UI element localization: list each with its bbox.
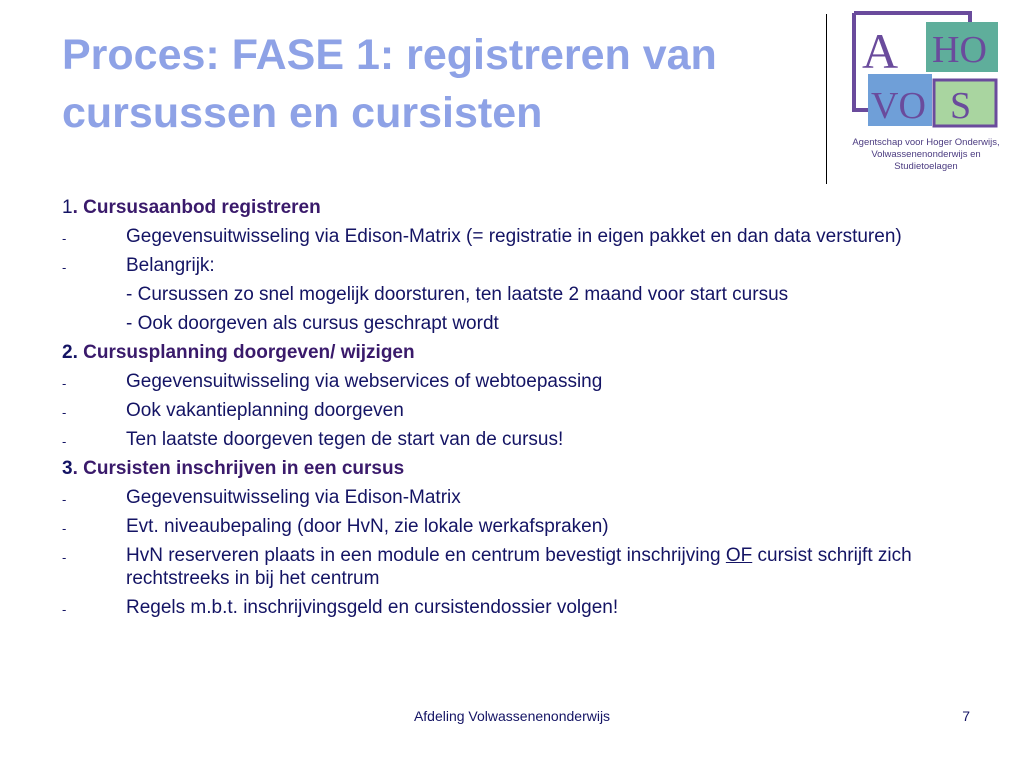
list-item [62, 486, 942, 509]
dash-bullet: - [62, 434, 67, 449]
list-item [62, 225, 942, 248]
logo-letter-a: A [862, 23, 899, 79]
list-item [62, 428, 942, 451]
sub-item: - Ook doorgeven als cursus geschrapt wordt [126, 313, 499, 334]
dash-bullet: - [62, 602, 67, 617]
list-item [62, 254, 942, 277]
page-number: 7 [962, 708, 970, 724]
section-title: . Cursusaanbod registreren [72, 197, 321, 218]
dash-bullet: - [62, 231, 67, 246]
list-item-text: Evt. niveaubepaling (door HvN, zie lokale werkafspraken) [126, 516, 609, 537]
section-title: Cursusplanning doorgeven/ wijzigen [77, 342, 415, 363]
header-divider [826, 14, 827, 184]
list-item-text: Gegevensuitwisseling via Edison-Matrix (= registratie in eigen pakket en dan data versturen) [126, 226, 902, 247]
list-item-text-after: cursist schrijft zich rechtstreeks in bij het centrum [126, 545, 912, 589]
list-item-text: Belangrijk: [126, 255, 215, 276]
sub-item: - Cursussen zo snel mogelijk doorsturen, ten laatste 2 maand voor start cursus [126, 284, 789, 305]
section-heading-3 [62, 457, 942, 480]
list-item [62, 596, 942, 619]
section-number: 2. [62, 342, 78, 363]
section-number: 3 [62, 458, 73, 479]
list-item-text: Regels m.b.t. inschrijvingsgeld en cursistendossier volgen! [126, 597, 619, 618]
list-item [62, 544, 942, 590]
dash-bullet: - [62, 521, 67, 536]
section-title: . Cursisten inschrijven in een cursus [72, 458, 405, 479]
logo-graphic [846, 10, 1006, 135]
list-item [62, 399, 942, 422]
list-item-text: Gegevensuitwisseling via webservices of webtoepassing [126, 371, 603, 392]
section-number: 1 [62, 197, 73, 218]
logo-letter-ho: HO [932, 29, 987, 71]
section-heading-1 [62, 196, 942, 219]
dash-bullet: - [62, 260, 67, 275]
dash-bullet: - [62, 405, 67, 420]
list-item [62, 515, 942, 538]
dash-bullet: - [62, 492, 67, 507]
slide-title: Proces: FASE 1: registreren van cursussen en cursisten [62, 31, 717, 137]
ahovos-logo [846, 10, 1006, 170]
section-heading-2 [62, 341, 942, 364]
dash-bullet: - [62, 550, 67, 565]
logo-letter-vo: VO [871, 85, 926, 127]
underlined-of: OF [725, 545, 753, 566]
footer-text: Afdeling Volwassenenonderwijs [413, 708, 611, 724]
logo-caption [846, 137, 1006, 173]
logo-letter-s: S [950, 85, 972, 127]
list-item [62, 370, 942, 393]
list-item-text: Ook vakantieplanning doorgeven [126, 400, 404, 421]
logo-caption-line1: Agentschap voor Hoger Onderwijs, [852, 137, 1000, 148]
list-item-text: Gegevensuitwisseling via Edison-Matrix [126, 487, 461, 508]
dash-bullet: - [62, 376, 67, 391]
list-item-text-before: HvN reserveren plaats in een module en centrum bevestigt inschrijving [126, 545, 726, 566]
logo-caption-line2: Volwassenenonderwijs en Studietoelagen [871, 149, 981, 172]
list-item-text: Ten laatste doorgeven tegen de start van de cursus! [126, 429, 564, 450]
slide-body [62, 196, 942, 625]
